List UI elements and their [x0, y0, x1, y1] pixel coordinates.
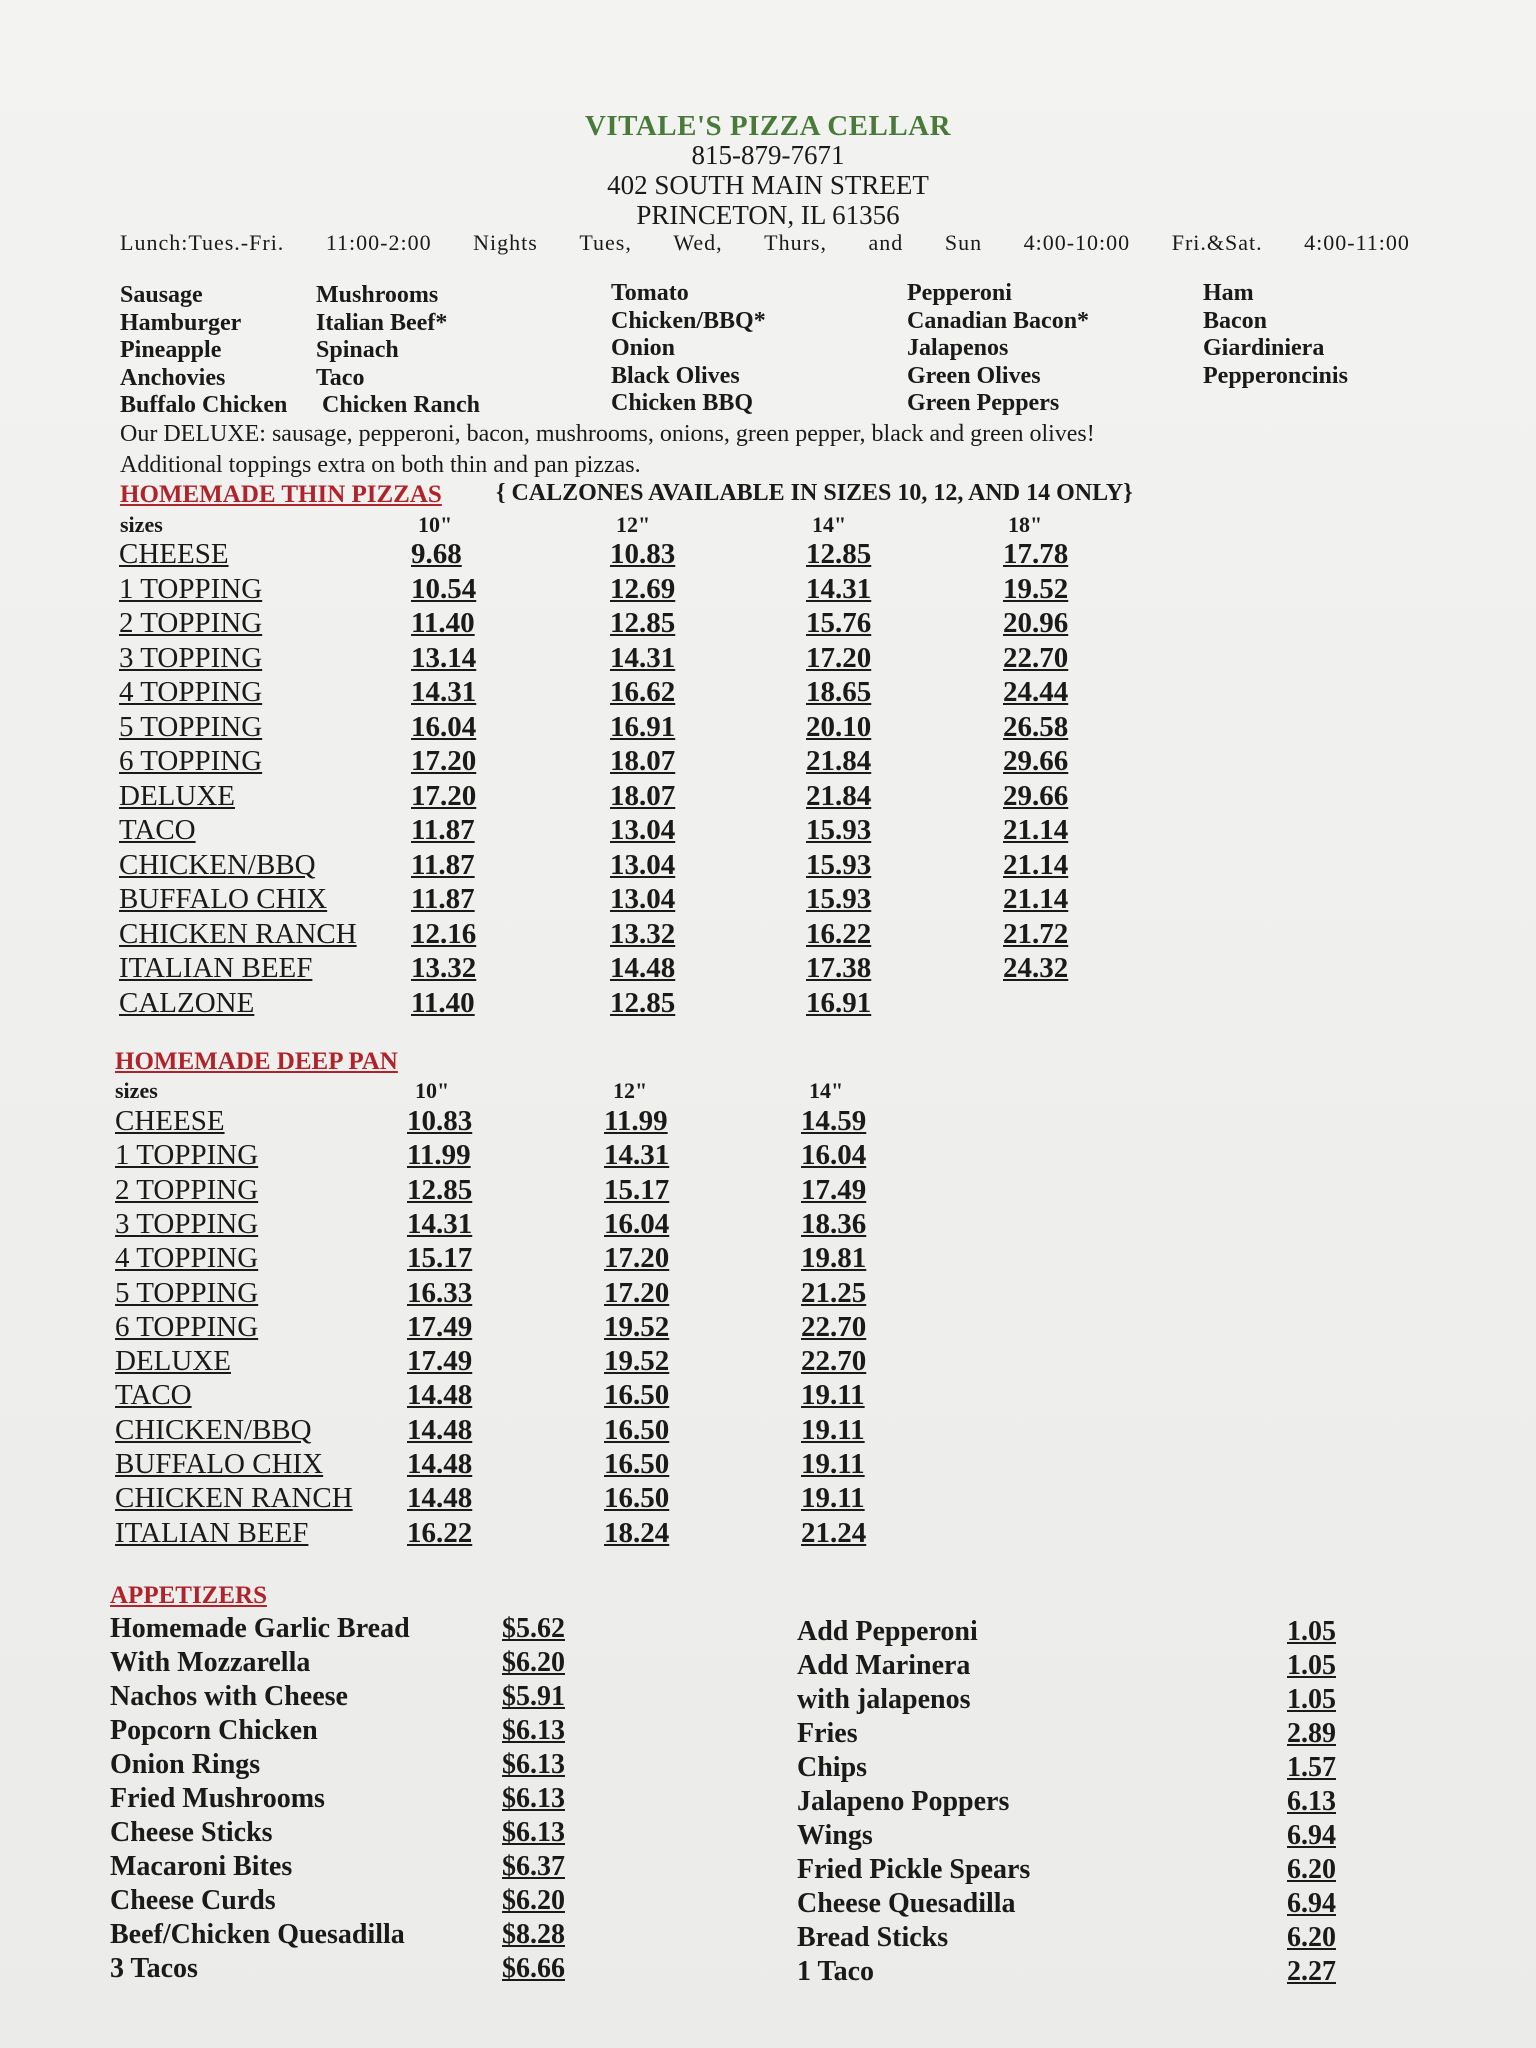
topping-item: Italian Beef*	[316, 309, 448, 336]
topping-item: Green Peppers	[907, 390, 1060, 416]
hours-part: and	[868, 230, 904, 255]
price-cell: 11.87	[411, 814, 475, 846]
price-cell: 19.81	[801, 1242, 867, 1275]
pan-row	[115, 1208, 915, 1242]
sizes-label: sizes	[120, 512, 163, 537]
appetizer-price: $6.66	[502, 1953, 565, 1984]
price-cell: 13.04	[610, 848, 676, 881]
topping-item: Black Olives	[611, 362, 740, 389]
price-cell: 21.84	[806, 745, 872, 777]
size-header: 14"	[812, 512, 847, 537]
price-cell: 17.49	[407, 1310, 473, 1343]
appetizer-name: Onion Rings	[110, 1749, 261, 1780]
thin-row	[119, 814, 1119, 848]
pizza-name: ITALIAN BEEF	[119, 952, 313, 984]
size-header: 14"	[809, 1078, 844, 1103]
topping-item: Anchovies	[120, 364, 226, 391]
pizza-name: TACO	[119, 814, 196, 846]
hours-part: Wed,	[673, 230, 723, 255]
price-cell: 16.04	[604, 1207, 670, 1240]
pizza-name: CALZONE	[119, 986, 255, 1019]
appetizer-name: Add Pepperoni	[797, 1616, 978, 1647]
pan-row	[115, 1105, 915, 1139]
additional-note: Additional toppings extra on both thin and pan pizzas.	[120, 452, 641, 478]
appetizer-price: 1.05	[1287, 1684, 1336, 1715]
appetizer-item	[110, 1953, 610, 1987]
price-cell: 17.38	[806, 952, 872, 984]
appetizer-price: $6.13	[502, 1783, 565, 1814]
topping-item: Tomato	[611, 280, 689, 306]
appetizer-item	[110, 1681, 610, 1715]
thin-row	[119, 642, 1119, 676]
appetizer-name: Beef/Chicken Quesadilla	[110, 1919, 405, 1950]
topping-item: Chicken BBQ	[611, 390, 754, 416]
price-cell: 16.91	[610, 710, 676, 743]
topping-item: Taco	[316, 364, 365, 391]
price-cell: 15.17	[407, 1242, 473, 1275]
price-cell: 16.33	[407, 1276, 473, 1309]
price-cell: 22.70	[801, 1310, 867, 1343]
topping-item: Pepperoni	[907, 280, 1012, 306]
pizza-name: CHICKEN/BBQ	[119, 848, 316, 881]
price-cell: 11.40	[411, 986, 475, 1019]
thin-row	[119, 607, 1119, 641]
appetizer-item	[110, 1817, 610, 1851]
price-cell: 16.62	[610, 676, 676, 708]
price-cell: 15.17	[604, 1173, 670, 1206]
appetizer-price: $6.20	[502, 1885, 565, 1916]
topping-item: Mushrooms	[316, 282, 439, 308]
pizza-name: 3 TOPPING	[115, 1207, 259, 1240]
pan-row	[115, 1482, 915, 1516]
price-cell: 24.44	[1003, 676, 1069, 708]
appetizer-item	[797, 1752, 1357, 1786]
price-cell: 13.04	[610, 883, 676, 915]
appetizers-title: APPETIZERS	[110, 1582, 267, 1609]
pizza-name: 1 TOPPING	[115, 1139, 259, 1172]
appetizer-name: Fried Mushrooms	[110, 1783, 325, 1814]
thin-row	[119, 849, 1119, 883]
pan-section-title: HOMEMADE DEEP PAN	[115, 1048, 398, 1075]
thin-row	[119, 711, 1119, 745]
sizes-label: sizes	[115, 1078, 158, 1103]
appetizer-name: Homemade Garlic Bread	[110, 1613, 410, 1644]
price-cell: 13.04	[610, 814, 676, 846]
price-cell: 19.11	[801, 1379, 865, 1412]
price-cell: 16.50	[604, 1413, 670, 1446]
price-cell: 16.22	[806, 917, 872, 950]
size-header: 10"	[418, 512, 453, 537]
hours-part: Nights	[473, 230, 538, 255]
price-cell: 21.25	[801, 1276, 867, 1309]
hours-part: Thurs,	[764, 230, 827, 255]
appetizer-item	[110, 1919, 610, 1953]
price-cell: 18.24	[604, 1516, 670, 1549]
topping-item: Pineapple	[120, 337, 222, 363]
price-cell: 17.20	[604, 1276, 670, 1309]
price-cell: 17.20	[411, 779, 477, 812]
size-header: 18"	[1008, 512, 1043, 537]
price-cell: 11.87	[411, 883, 475, 915]
pan-row	[115, 1174, 915, 1208]
thin-row	[119, 883, 1119, 917]
appetizer-item	[110, 1647, 610, 1681]
appetizer-price: $5.62	[502, 1613, 565, 1644]
toppings-column-4	[907, 280, 1089, 418]
pizza-name: TACO	[115, 1379, 192, 1412]
appetizer-name: Fries	[797, 1718, 858, 1749]
pizza-name: CHICKEN/BBQ	[115, 1413, 312, 1446]
price-cell: 14.31	[407, 1207, 473, 1240]
pan-row	[115, 1448, 915, 1482]
pizza-name: 1 TOPPING	[119, 572, 263, 605]
price-cell: 20.96	[1003, 607, 1069, 639]
appetizer-item	[110, 1783, 610, 1817]
pizza-name: 5 TOPPING	[119, 710, 263, 743]
hours-part: Fri.&Sat.	[1171, 230, 1263, 255]
price-cell: 16.50	[604, 1379, 670, 1412]
pan-row	[115, 1277, 915, 1311]
toppings-column-5	[1203, 280, 1348, 390]
price-cell: 12.69	[610, 572, 676, 605]
appetizer-item	[797, 1684, 1357, 1718]
thin-row	[119, 538, 1119, 572]
pan-row	[115, 1379, 915, 1413]
price-cell: 14.59	[801, 1105, 867, 1137]
appetizer-item	[110, 1715, 610, 1749]
appetizer-item	[797, 1888, 1357, 1922]
appetizer-price: $6.13	[502, 1715, 565, 1746]
price-cell: 21.14	[1003, 848, 1069, 881]
price-cell: 19.11	[801, 1482, 865, 1515]
appetizer-item	[110, 1613, 610, 1647]
thin-row	[119, 952, 1119, 986]
hours-part: 4:00-10:00	[1023, 230, 1131, 255]
appetizer-price: $8.28	[502, 1919, 565, 1950]
price-cell: 16.50	[604, 1448, 670, 1480]
appetizer-name: Add Marinera	[797, 1650, 971, 1681]
appetizer-item	[797, 1854, 1357, 1888]
appetizer-price: 6.20	[1287, 1854, 1336, 1885]
thin-section-title: HOMEMADE THIN PIZZAS	[120, 481, 442, 508]
price-cell: 12.85	[610, 607, 676, 639]
appetizer-name: Bread Sticks	[797, 1922, 949, 1953]
pan-row	[115, 1311, 915, 1345]
pizza-name: ITALIAN BEEF	[115, 1516, 309, 1549]
price-cell: 16.91	[806, 986, 872, 1019]
pizza-name: 2 TOPPING	[119, 607, 263, 639]
city-address: PRINCETON, IL 61356	[636, 200, 900, 230]
price-cell: 18.07	[610, 779, 676, 812]
appetizer-price: $5.91	[502, 1681, 565, 1712]
price-cell: 19.52	[604, 1345, 670, 1378]
pizza-name: 3 TOPPING	[119, 641, 263, 674]
price-cell: 14.31	[806, 572, 872, 605]
appetizer-price: 1.05	[1287, 1616, 1336, 1647]
toppings-column-2	[316, 282, 480, 420]
price-cell: 17.78	[1003, 538, 1069, 570]
price-cell: 29.66	[1003, 779, 1069, 812]
pizza-name: 5 TOPPING	[115, 1276, 259, 1309]
appetizer-item	[797, 1616, 1357, 1650]
price-cell: 14.31	[604, 1139, 670, 1172]
price-cell: 15.93	[806, 848, 872, 881]
price-cell: 17.20	[411, 745, 477, 777]
hours-line	[120, 230, 1410, 256]
appetizer-price: $6.37	[502, 1851, 565, 1882]
pizza-name: 6 TOPPING	[115, 1310, 259, 1343]
thin-row	[119, 676, 1119, 710]
pizza-name: 2 TOPPING	[115, 1173, 259, 1206]
appetizer-item	[110, 1749, 610, 1783]
price-cell: 19.52	[1003, 572, 1069, 605]
price-cell: 12.85	[407, 1173, 473, 1206]
price-cell: 16.04	[801, 1139, 867, 1172]
price-cell: 21.72	[1003, 917, 1069, 950]
price-cell: 12.85	[806, 538, 872, 570]
pizza-name: BUFFALO CHIX	[119, 883, 328, 915]
pizza-name: 6 TOPPING	[119, 745, 263, 777]
appetizer-name: Nachos with Cheese	[110, 1681, 348, 1712]
street-address: 402 SOUTH MAIN STREET	[607, 170, 929, 200]
price-cell: 10.83	[610, 538, 676, 570]
price-cell: 14.48	[610, 952, 676, 984]
appetizer-name: Cheese Curds	[110, 1885, 276, 1916]
appetizer-item	[797, 1718, 1357, 1752]
thin-row	[119, 745, 1119, 779]
hours-part: Lunch:Tues.-Fri.	[120, 230, 285, 255]
price-cell: 14.31	[411, 676, 477, 708]
price-cell: 29.66	[1003, 745, 1069, 777]
price-cell: 11.87	[411, 848, 475, 881]
thin-row	[119, 918, 1119, 952]
price-cell: 19.52	[604, 1310, 670, 1343]
price-cell: 17.20	[604, 1242, 670, 1275]
appetizer-name: With Mozzarella	[110, 1647, 311, 1678]
appetizer-item	[797, 1956, 1357, 1990]
topping-item: Bacon	[1203, 307, 1268, 334]
price-cell: 11.40	[411, 607, 475, 639]
appetizer-name: Wings	[797, 1820, 873, 1851]
pizza-name: CHICKEN RANCH	[119, 917, 357, 950]
appetizer-price: 1.05	[1287, 1650, 1336, 1681]
topping-item: Canadian Bacon*	[907, 307, 1090, 334]
appetizer-price: $6.13	[502, 1817, 565, 1848]
phone-number: 815-879-7671	[691, 140, 845, 170]
price-cell: 11.99	[407, 1139, 471, 1172]
price-cell: 18.07	[610, 745, 676, 777]
size-header: 12"	[613, 1078, 648, 1103]
appetizer-name: Cheese Sticks	[110, 1817, 273, 1848]
hours-part: 4:00-11:00	[1304, 230, 1410, 255]
topping-item: Chicken/BBQ*	[611, 307, 766, 334]
appetizer-name: Cheese Quesadilla	[797, 1888, 1016, 1919]
restaurant-title: VITALE'S PIZZA CELLAR	[584, 110, 952, 142]
pan-row	[115, 1345, 915, 1379]
price-cell: 14.48	[407, 1448, 473, 1480]
toppings-column-1	[120, 282, 287, 420]
thin-sizes-row	[120, 512, 1120, 540]
appetizer-name: 1 Taco	[797, 1956, 875, 1987]
price-cell: 14.48	[407, 1413, 473, 1446]
price-cell: 21.14	[1003, 814, 1069, 846]
pan-row	[115, 1139, 915, 1173]
price-cell: 18.65	[806, 676, 872, 708]
thin-row	[119, 780, 1119, 814]
price-cell: 19.11	[801, 1413, 865, 1446]
pan-sizes-row	[115, 1078, 915, 1106]
price-cell: 12.85	[610, 986, 676, 1019]
appetizer-price: $6.20	[502, 1647, 565, 1678]
hours-part: 11:00-2:00	[325, 230, 432, 255]
price-cell: 14.31	[610, 641, 676, 674]
appetizer-item	[797, 1820, 1357, 1854]
topping-item: Chicken Ranch	[322, 392, 481, 418]
appetizer-name: Macaroni Bites	[110, 1851, 293, 1882]
price-cell: 12.16	[411, 917, 477, 950]
price-cell: 16.04	[411, 710, 477, 743]
price-cell: 17.20	[806, 641, 872, 674]
pizza-name: 4 TOPPING	[119, 676, 263, 708]
appetizer-name: Chips	[797, 1752, 868, 1783]
topping-item: Hamburger	[120, 309, 242, 336]
appetizer-price: $6.13	[502, 1749, 565, 1780]
topping-item: Onion	[611, 335, 676, 361]
appetizer-price: 6.13	[1287, 1786, 1336, 1817]
appetizer-name: Popcorn Chicken	[110, 1715, 318, 1746]
price-cell: 16.50	[604, 1482, 670, 1515]
price-cell: 21.84	[806, 779, 872, 812]
deluxe-note: Our DELUXE: sausage, pepperoni, bacon, mushrooms, onions, green pepper, black and green olives!	[120, 421, 1095, 447]
topping-item: Jalapenos	[907, 335, 1009, 361]
topping-item: Sausage	[120, 282, 203, 308]
size-header: 12"	[616, 512, 651, 537]
pizza-name: BUFFALO CHIX	[115, 1448, 324, 1480]
price-cell: 26.58	[1003, 710, 1069, 743]
calzone-note: { CALZONES AVAILABLE IN SIZES 10, 12, AND 14 ONLY}	[496, 480, 1133, 506]
price-cell: 10.83	[407, 1105, 473, 1137]
price-cell: 22.70	[1003, 641, 1069, 674]
appetizer-price: 1.57	[1287, 1752, 1336, 1783]
price-cell: 15.93	[806, 814, 872, 846]
pizza-name: DELUXE	[119, 779, 235, 812]
price-cell: 10.54	[411, 572, 477, 605]
pizza-name: 4 TOPPING	[115, 1242, 259, 1275]
appetizer-name: Jalapeno Poppers	[797, 1786, 1010, 1817]
appetizer-item	[797, 1650, 1357, 1684]
appetizer-price: 2.27	[1287, 1956, 1336, 1987]
price-cell: 15.93	[806, 883, 872, 915]
topping-item: Pepperoncinis	[1203, 362, 1348, 389]
price-cell: 17.49	[801, 1173, 867, 1206]
topping-item: Giardiniera	[1203, 335, 1325, 361]
appetizer-name: with jalapenos	[797, 1684, 971, 1715]
pizza-name: DELUXE	[115, 1345, 231, 1378]
price-cell: 21.24	[801, 1516, 867, 1549]
price-cell: 16.22	[407, 1516, 473, 1549]
appetizer-item	[797, 1786, 1357, 1820]
appetizer-name: 3 Tacos	[110, 1953, 198, 1984]
price-cell: 17.49	[407, 1345, 473, 1378]
price-cell: 13.32	[610, 917, 676, 950]
price-cell: 13.14	[411, 641, 477, 674]
pizza-name: CHEESE	[115, 1105, 225, 1137]
appetizer-price: 6.94	[1287, 1820, 1336, 1851]
hours-part: Tues,	[579, 230, 632, 255]
thin-row	[119, 573, 1119, 607]
price-cell: 14.48	[407, 1379, 473, 1412]
price-cell: 14.48	[407, 1482, 473, 1515]
size-header: 10"	[415, 1078, 450, 1103]
appetizer-price: 6.94	[1287, 1888, 1336, 1919]
pan-row	[115, 1517, 915, 1551]
price-cell: 24.32	[1003, 952, 1069, 984]
appetizer-name: Fried Pickle Spears	[797, 1854, 1031, 1885]
price-cell: 9.68	[411, 538, 462, 570]
toppings-column-3	[611, 280, 766, 418]
topping-item: Ham	[1203, 280, 1254, 306]
hours-part: Sun	[944, 230, 983, 255]
appetizer-price: 2.89	[1287, 1718, 1336, 1749]
thin-row	[119, 987, 1119, 1021]
topping-item: Spinach	[316, 337, 399, 363]
appetizer-item	[110, 1851, 610, 1885]
topping-item: Buffalo Chicken	[120, 392, 288, 418]
price-cell: 13.32	[411, 952, 477, 984]
pan-row	[115, 1242, 915, 1276]
topping-item: Green Olives	[907, 362, 1041, 389]
pizza-name: CHEESE	[119, 538, 229, 570]
pizza-name: CHICKEN RANCH	[115, 1482, 353, 1515]
price-cell: 20.10	[806, 710, 872, 743]
price-cell: 21.14	[1003, 883, 1069, 915]
price-cell: 15.76	[806, 607, 872, 639]
price-cell: 19.11	[801, 1448, 865, 1480]
appetizer-item	[110, 1885, 610, 1919]
price-cell: 22.70	[801, 1345, 867, 1378]
price-cell: 11.99	[604, 1105, 668, 1137]
appetizer-item	[797, 1922, 1357, 1956]
pan-row	[115, 1414, 915, 1448]
price-cell: 18.36	[801, 1207, 867, 1240]
appetizer-price: 6.20	[1287, 1922, 1336, 1953]
